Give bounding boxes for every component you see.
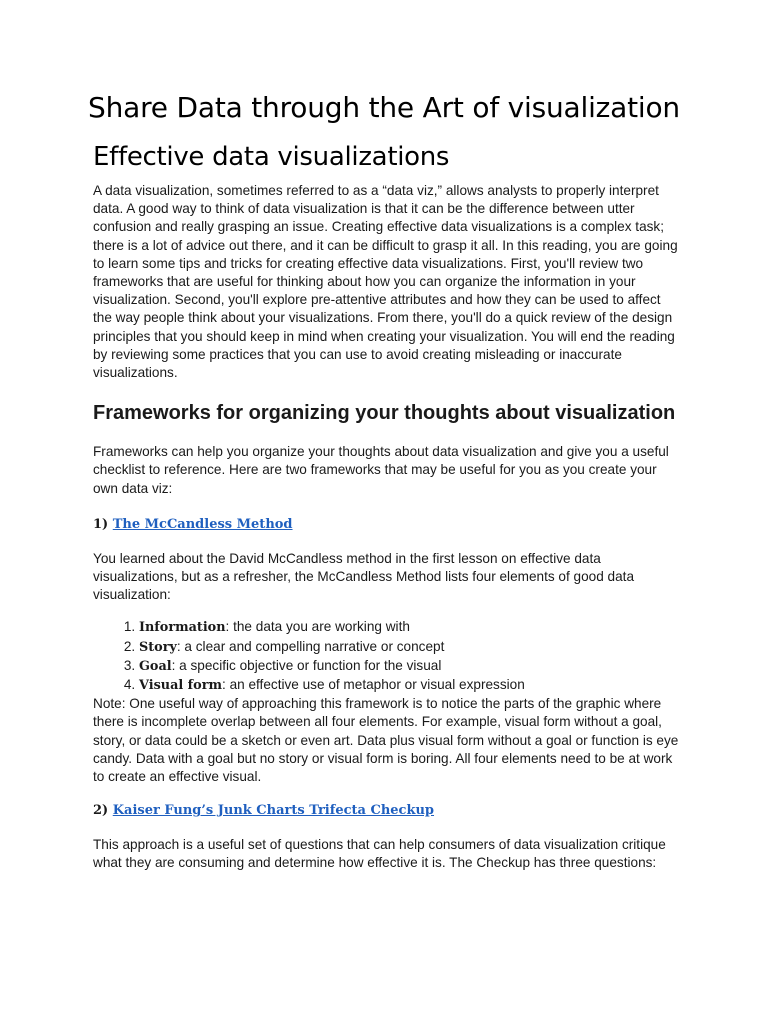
list-item-description: : an effective use of metaphor or visual expression — [222, 677, 525, 693]
list-item — [139, 676, 683, 695]
list-item — [139, 657, 683, 676]
list-item — [139, 618, 683, 637]
method-number: 2) — [93, 803, 109, 819]
intro-paragraph: A data visualization, sometimes referred to as a “data viz,” allows analysts to properly interpret data. A good way to think of data visualization is that it can be the difference between utter confusion and really grasping an issue. Creating effective data visualizations is a complex task; there is a lot of advice out there, and it can be difficult to grasp it all. In this reading, you are going to learn some tips and tricks for creating effective data visualizations. First, you'll review two frameworks that are useful for thinking about how you can organize the information in your visualization. Second, you'll explore pre-attentive attributes and how they can be used to affect the way people think about your visualizations. From there, you'll do a quick review of the design principles that you should keep in mind when creating your visualization. You will end the reading by reviewing some practices that you can use to avoid creating misleading or inaccurate visualizations. — [93, 183, 678, 381]
trifecta-checkup-heading — [93, 802, 683, 820]
list-item-description: : the data you are working with — [225, 619, 410, 635]
list-item-term: Goal — [139, 658, 172, 674]
method-number: 1) — [93, 516, 109, 532]
mccandless-intro-paragraph: You learned about the David McCandless method in the first lesson on effective data visualizations, but as a refresher, the McCandless Method lists four elements of good data visualization: — [93, 550, 635, 603]
list-item-description: : a specific objective or function for the visual — [171, 657, 442, 673]
list-item-term: Visual form — [139, 678, 223, 694]
checkup-intro-paragraph: This approach is a useful set of questions that can help consumers of data visualization critique what they are consuming and determine how effective it is. The Checkup has three questions: — [93, 837, 666, 871]
list-item-term: Information — [139, 620, 226, 636]
list-item-description: : a clear and compelling narrative or concept — [176, 638, 445, 654]
frameworks-intro-paragraph: Frameworks can help you organize your thoughts about data visualization and give you a useful checklist to reference. Here are two frameworks that may be useful for you as you create your own data viz: — [93, 444, 669, 496]
elements-list — [93, 618, 683, 695]
trifecta-checkup-link[interactable]: Kaiser Fung’s Junk Charts Trifecta Checkup — [112, 803, 435, 819]
document-title: Share Data through the Art of visualization — [88, 91, 680, 124]
frameworks-heading: Frameworks for organizing your thoughts about visualization — [93, 402, 676, 425]
list-item-term: Story — [139, 639, 177, 655]
note-paragraph: Note: One useful way of approaching this framework is to notice the parts of the graphic where there is incomplete overlap between all four elements. For example, visual form without a goal, story, or data could be a sketch or even art. Data plus visual form without a goal or function is eye candy. Data with a goal but no story or visual form is boring. All four elements need to be at work to create an effective visual. — [93, 696, 679, 785]
mccandless-method-link[interactable]: The McCandless Method — [112, 516, 293, 532]
mccandless-method-heading — [93, 516, 683, 534]
document-page — [88, 88, 683, 873]
list-item — [139, 638, 683, 657]
section-title: Effective data visualizations — [93, 142, 450, 172]
